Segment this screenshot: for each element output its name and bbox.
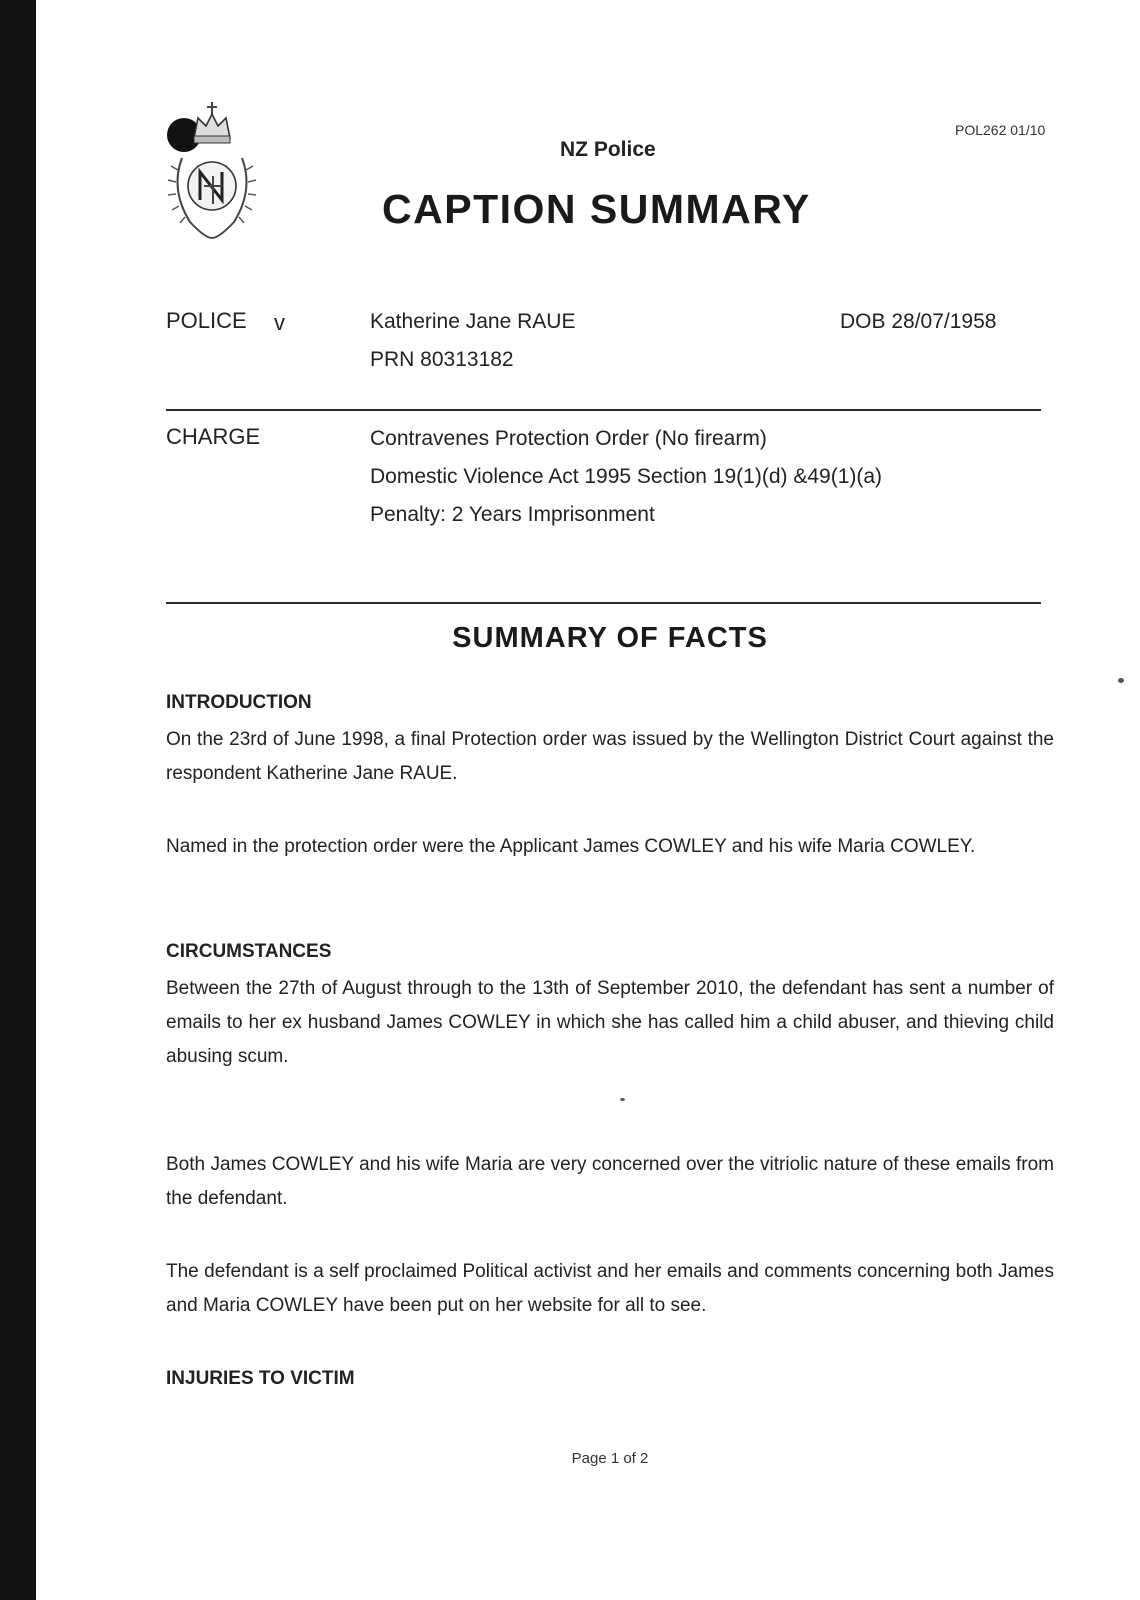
nz-police-crest-icon bbox=[160, 100, 270, 245]
divider bbox=[166, 409, 1041, 411]
scan-speck bbox=[620, 1098, 625, 1101]
introduction-heading: INTRODUCTION bbox=[166, 692, 312, 713]
versus-label: v bbox=[274, 310, 285, 335]
charge-line: Domestic Violence Act 1995 Section 19(1)(d) &49(1)(a) bbox=[370, 465, 883, 488]
divider bbox=[166, 602, 1041, 604]
form-code: POL262 01/10 bbox=[955, 122, 1046, 138]
defendant-dob: DOB 28/07/1958 bbox=[840, 310, 997, 333]
scan-speck bbox=[1118, 678, 1124, 683]
defendant-name: Katherine Jane RAUE bbox=[370, 310, 576, 333]
section-title: SUMMARY OF FACTS bbox=[452, 622, 768, 654]
circumstances-paragraph: Both James COWLEY and his wife Maria are very concerned over the vitriolic nature of these emails from the defendant. bbox=[166, 1154, 1054, 1209]
scan-edge bbox=[0, 0, 36, 1600]
circumstances-paragraph: The defendant is a self proclaimed Political activist and her emails and comments concerning both James and Maria COWLEY have been put on her website for all to see. bbox=[166, 1261, 1054, 1316]
page-number: Page 1 of 2 bbox=[571, 1450, 649, 1467]
charge-line: Penalty: 2 Years Imprisonment bbox=[370, 503, 655, 526]
charge-label: CHARGE bbox=[166, 424, 261, 449]
circumstances-paragraph: Between the 27th of August through to the 13th of September 2010, the defendant has sent a number of emails to her ex husband James COWLEY in which she has called him a child abuser, and thieving child abusing scum. bbox=[166, 978, 1054, 1067]
defendant-prn: PRN 80313182 bbox=[370, 348, 514, 371]
injuries-heading: INJURIES TO VICTIM bbox=[166, 1368, 355, 1389]
organisation-name: NZ Police bbox=[560, 138, 656, 161]
introduction-paragraph: Named in the protection order were the Applicant James COWLEY and his wife Maria COWLEY. bbox=[166, 836, 976, 857]
party-label: POLICE bbox=[166, 308, 247, 333]
page-title: CAPTION SUMMARY bbox=[382, 186, 811, 232]
circumstances-heading: CIRCUMSTANCES bbox=[166, 941, 332, 962]
introduction-paragraph: On the 23rd of June 1998, a final Protection order was issued by the Wellington District Court against the respondent Katherine Jane RAUE. bbox=[166, 729, 1054, 784]
charge-line: Contravenes Protection Order (No firearm) bbox=[370, 427, 767, 450]
